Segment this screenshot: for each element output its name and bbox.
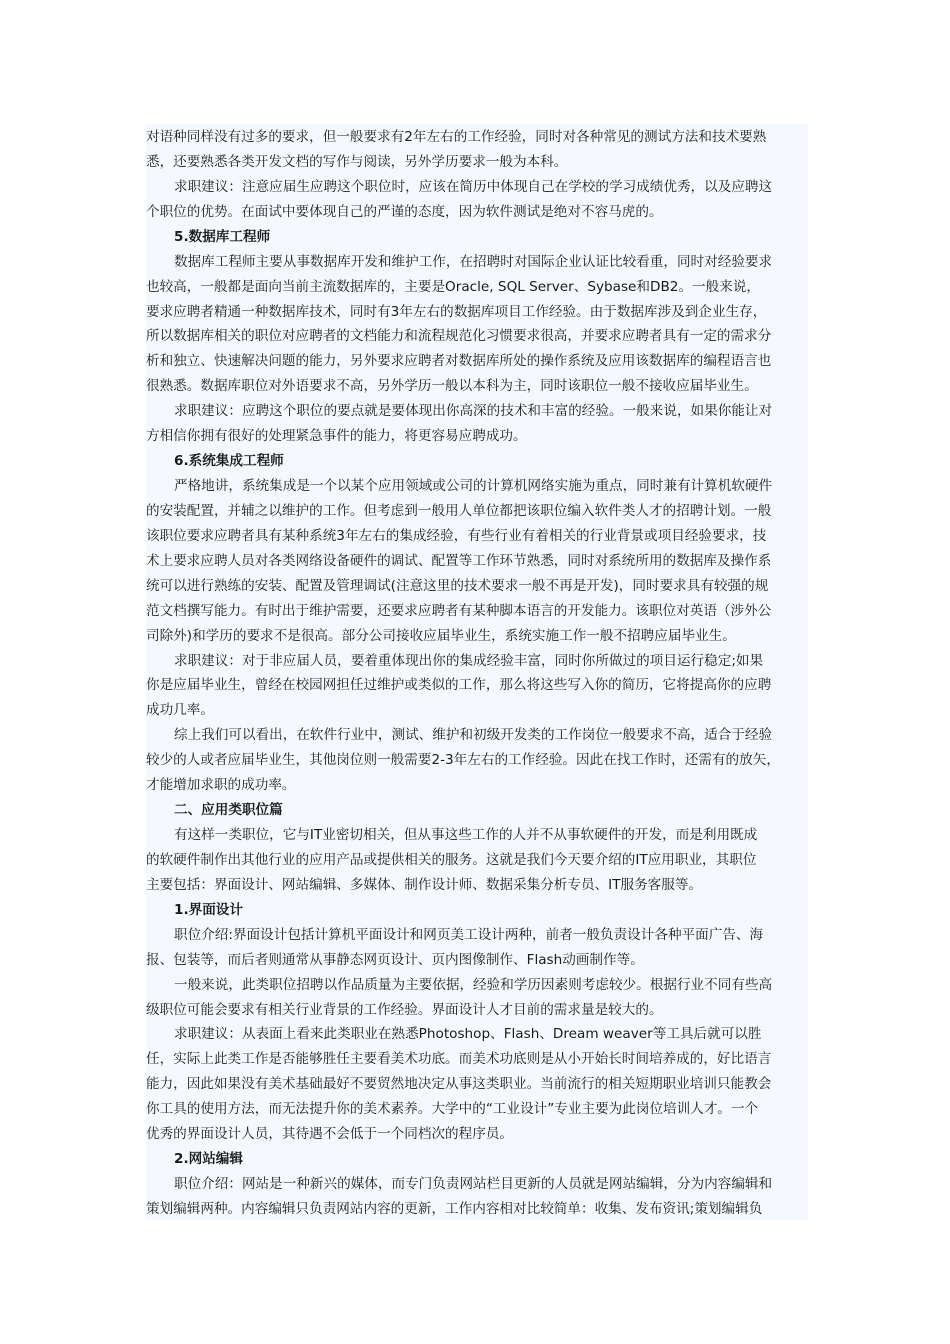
document-body — [146, 124, 808, 1220]
text-line: 求职建议：应聘这个职位的要点就是要体现出你高深的技术和丰富的经验。一般来说，如果你能让对 — [174, 403, 773, 420]
text-line: 很熟悉。数据库职位对外语要求不高，另外学历一般以本科为主，同时该职位一般不接收应届毕业生。 — [146, 378, 758, 395]
text-line: 求职建议：从表面上看来此类职业在熟悉Photoshop、Flash、Dream weaver等工具后就可以胜 — [174, 1026, 762, 1043]
section-heading: 2.网站编辑 — [174, 1151, 243, 1168]
text-line: 较少的人或者应届毕业生，其他岗位则一般需要2-3年左右的工作经验。因此在找工作时，还需有的放矢， — [146, 752, 780, 769]
section-heading: 5.数据库工程师 — [174, 228, 271, 245]
text-line: 的安装配置，并辅之以维护的工作。但考虑到一般用人单位都把该职位编入软件类人才的招聘计划。一般 — [146, 502, 772, 519]
text-line: 所以数据库相关的职位对应聘者的文档能力和流程规范化习惯要求很高，并要求应聘者具有一定的需求分 — [146, 328, 772, 345]
text-line: 级职位可能会要求有相关行业背景的工作经验。界面设计人才目前的需求量是较大的。 — [146, 1001, 663, 1018]
text-line: 职位介绍:界面设计包括计算机平面设计和网页美工设计两种，前者一般负责设计各种平面广告、海 — [174, 926, 764, 943]
text-line: 主要包括：界面设计、网站编辑、多媒体、制作设计师、数据采集分析专员、IT服务客服等。 — [146, 876, 703, 893]
text-line: 对语种同样没有过多的要求，但一般要求有2年左右的工作经验，同时对各种常见的测试方法和技术要熟 — [146, 129, 767, 145]
text-line: 数据库工程师主要从事数据库开发和维护工作，在招聘时对国际企业认证比较看重，同时对经验要求 — [174, 253, 773, 270]
text-line: 策划编辑两种。内容编辑只负责网站内容的更新，工作内容相对比较简单：收集、发布资讯;策划编辑负 — [146, 1200, 763, 1217]
text-line: 方相信你拥有很好的处理紧急事件的能力，将更容易应聘成功。 — [146, 428, 527, 445]
text-line: 析和独立、快速解决问题的能力，另外要求应聘者对数据库所处的操作系统及应用该数据库的编程语言也 — [146, 353, 772, 370]
text-line: 职位介绍：网站是一种新兴的媒体，而专门负责网站栏目更新的人员就是网站编辑，分为内容编辑和 — [174, 1176, 773, 1193]
text-line: 也较高，一般都是面向当前主流数据库的，主要是Oracle, SQL Server、Sybase和DB2。一般来说， — [146, 278, 761, 295]
text-line: 能力，因此如果没有美术基础最好不要贸然地决定从事这类职业。当前流行的相关短期职业培训只能教会 — [146, 1076, 772, 1093]
text-line: 综上我们可以看出，在软件行业中，测试、维护和初级开发类的工作岗位一般要求不高，适合于经验 — [174, 727, 773, 744]
text-line: 司除外)和学历的要求不是很高。部分公司接收应届毕业生，系统实施工作一般不招聘应届毕业生。 — [146, 627, 736, 644]
text-line: 优秀的界面设计人员，其待遇不会低于一个同档次的程序员。 — [146, 1126, 514, 1143]
section-heading: 6.系统集成工程师 — [174, 453, 284, 470]
text-line: 你是应届毕业生，曾经在校园网担任过维护或类似的工作，那么将这些写入你的简历，它将提高你的应聘 — [146, 677, 772, 694]
text-line: 你工具的使用方法，而无法提升你的美术素养。大学中的“工业设计”专业主要为此岗位培训人才。一个 — [146, 1101, 759, 1118]
text-line: 成功几率。 — [146, 702, 214, 719]
text-line: 范文档撰写能力。有时出于维护需要，还要求应聘者有某种脚本语言的开发能力。该职位对英语（涉外公 — [146, 602, 772, 619]
text-line: 求职建议：注意应届生应聘这个职位时，应该在简历中体现自己在学校的学习成绩优秀，以及应聘这 — [174, 178, 773, 195]
text-line: 一般来说，此类职位招聘以作品质量为主要依据，经验和学历因素则考虑较少。根据行业不同有些高 — [174, 976, 773, 993]
text-line: 个职位的优势。在面试中要体现自己的严谨的态度，因为软件测试是绝对不容马虎的。 — [146, 203, 663, 220]
text-line: 任，实际上此类工作是否能够胜任主要看美术功底。而美术功底则是从小开始长时间培养成的，好比语言 — [146, 1051, 772, 1068]
text-line: 术上要求应聘人员对各类网络设备硬件的调试、配置等工作环节熟悉，同时对系统所用的数据库及操作系 — [146, 552, 772, 569]
text-line: 有这样一类职位，它与IT业密切相关，但从事这些工作的人并不从事软硬件的开发，而是利用既成 — [174, 827, 758, 844]
section-heading: 二、应用类职位篇 — [174, 802, 283, 819]
text-line: 严格地讲，系统集成是一个以某个应用领域或公司的计算机网络实施为重点，同时兼有计算机软硬件 — [174, 478, 773, 495]
text-line: 该职位要求应聘者具有某种系统3年左右的集成经验，有些行业有着相关的行业背景或项目经验要求，技 — [146, 527, 767, 544]
text-line: 要求应聘者精通一种数据库技术，同时有3年左右的数据库项目工作经验。由于数据库涉及到企业生存， — [146, 303, 767, 320]
text-line: 悉，还要熟悉各类开发文档的写作与阅读，另外学历要求一般为本科。 — [146, 153, 568, 170]
text-line: 求职建议：对于非应届人员，要着重体现出你的集成经验丰富，同时你所做过的项目运行稳定;如果 — [174, 652, 764, 669]
text-line: 的软硬件制作出其他行业的应用产品或提供相关的服务。这就是我们今天要介绍的IT应用职业，其职位 — [146, 851, 757, 868]
text-line: 统可以进行熟练的安装、配置及管理调试(注意这里的技术要求一般不再是开发)，同时要求具有较强的规 — [146, 577, 769, 594]
section-heading: 1.界面设计 — [174, 901, 243, 918]
text-line: 报、包装等，而后者则通常从事静态网页设计、页内图像制作、Flash动画制作等。 — [146, 951, 644, 968]
text-line: 才能增加求职的成功率。 — [146, 777, 296, 794]
